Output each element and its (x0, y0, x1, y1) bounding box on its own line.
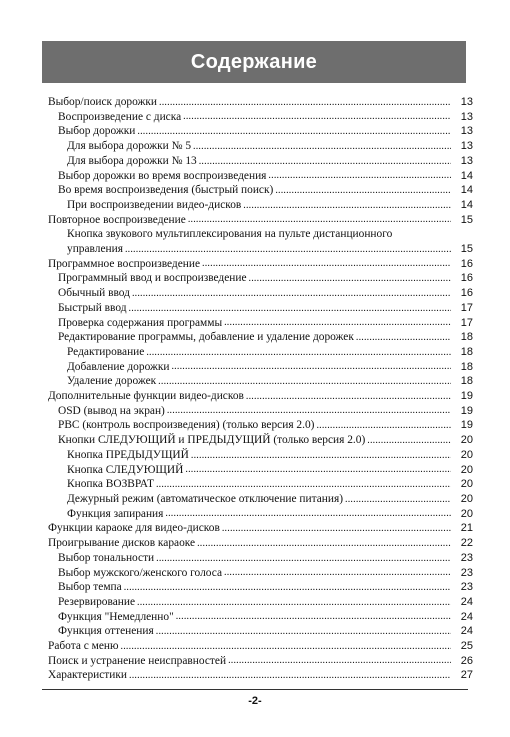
toc-entry-title: Для выбора дорожки № 13 (67, 154, 197, 167)
toc-entry-title: Выбор тональности (58, 551, 155, 564)
toc-entry (48, 418, 473, 433)
toc-entry-title: Удаление дорожек (67, 375, 157, 388)
toc-entry (48, 433, 473, 448)
toc-entry (48, 610, 473, 625)
toc-entry-title: Обычный ввод (58, 287, 130, 300)
toc-entry-page: 23 (460, 551, 473, 564)
toc-entry-title: Выбор мужского/женского голоса (58, 566, 223, 579)
toc-leader (185, 466, 451, 474)
toc-leader (243, 202, 451, 210)
toc-entry-title: Программный ввод и воспроизведение (58, 272, 247, 285)
toc-entry-title: При воспроизведении видео-дисков (67, 198, 242, 211)
toc-entry-page: 20 (460, 448, 473, 461)
toc-leader (316, 422, 451, 430)
toc-entry (48, 477, 473, 492)
toc-entry (48, 139, 473, 154)
toc-entry-continuation (48, 242, 473, 257)
toc-entry-title: Кнопка звукового мультиплексирования на пульте дистанционного (67, 228, 393, 241)
toc-entry-page: 13 (460, 96, 473, 108)
toc-entry-page: 13 (460, 140, 473, 153)
table-of-contents (48, 95, 473, 683)
toc-leader (249, 275, 451, 283)
toc-entry (48, 639, 473, 654)
toc-entry (48, 624, 473, 639)
toc-entry-page: 24 (460, 625, 473, 638)
toc-entry (48, 507, 473, 522)
toc-leader (183, 113, 451, 121)
toc-entry-title: Кнопка СЛЕДУЮЩИЙ (67, 463, 184, 476)
toc-entry-title: Резервирование (58, 595, 136, 608)
toc-entry (48, 183, 473, 198)
toc-leader (156, 555, 451, 563)
toc-entry-page: 14 (460, 184, 473, 197)
toc-entry-title: Во время воспроизведения (быстрый поиск) (58, 184, 274, 197)
toc-leader (159, 99, 451, 107)
toc-entry-title-continued: управления (67, 243, 123, 256)
toc-entry-title: Функция "Немедленно" (58, 610, 174, 623)
toc-entry-page: 19 (460, 390, 473, 403)
toc-entry-title: Дежурный режим (автоматическое отключение питания) (67, 492, 344, 505)
toc-entry (48, 668, 473, 683)
toc-entry-page: 24 (460, 610, 473, 623)
toc-leader (129, 672, 451, 680)
toc-leader (228, 657, 451, 665)
toc-entry-title: Выбор/поиск дорожки (48, 96, 158, 108)
toc-entry-title: Для выбора дорожки № 5 (67, 140, 192, 153)
toc-leader (275, 187, 451, 195)
toc-leader (165, 510, 451, 518)
toc-entry-page: 27 (460, 669, 473, 682)
toc-entry-page: 21 (460, 522, 473, 535)
toc-leader (193, 143, 451, 151)
toc-entry-page: 20 (460, 507, 473, 520)
toc-entry-page: 16 (460, 272, 473, 285)
toc-entry-page: 25 (460, 640, 473, 653)
toc-entry-title: Программное воспроизведение (48, 257, 201, 270)
toc-entry-title: Повторное воспроизведение (48, 213, 186, 226)
toc-entry-page: 19 (460, 404, 473, 417)
toc-leader (246, 393, 451, 401)
toc-entry (48, 227, 473, 256)
toc-entry (48, 301, 473, 316)
toc-entry-title: Воспроизведение с диска (58, 110, 182, 123)
toc-entry (48, 654, 473, 669)
toc-entry-title: Проверка содержания программы (58, 316, 223, 329)
toc-entry (48, 389, 473, 404)
toc-leader (199, 158, 451, 166)
toc-entry (48, 404, 473, 419)
toc-leader (158, 378, 451, 386)
toc-entry-page: 20 (460, 434, 473, 447)
toc-leader (156, 481, 451, 489)
toc-entry-page: 20 (460, 478, 473, 491)
toc-leader (124, 584, 451, 592)
toc-entry-page: 18 (460, 375, 473, 388)
toc-entry-page: 20 (460, 463, 473, 476)
toc-entry (48, 169, 473, 184)
toc-entry (48, 463, 473, 478)
page-title: Содержание (42, 41, 466, 83)
toc-entry (48, 521, 473, 536)
toc-leader (137, 599, 451, 607)
toc-entry (48, 536, 473, 551)
toc-leader (367, 437, 451, 445)
toc-leader (167, 407, 451, 415)
footer-divider (42, 689, 468, 690)
toc-entry (48, 110, 473, 125)
toc-leader (197, 540, 451, 548)
toc-leader (146, 349, 451, 357)
toc-leader (125, 246, 451, 254)
toc-leader (191, 452, 451, 460)
toc-leader (176, 613, 451, 621)
toc-entry-title: Характеристики (48, 669, 128, 682)
toc-entry (48, 95, 473, 110)
toc-entry-title: Редактирование программы, добавление и удаление дорожек (58, 331, 354, 344)
toc-entry-page: 13 (460, 110, 473, 123)
toc-leader (202, 260, 451, 268)
toc-leader (268, 172, 451, 180)
toc-entry-page: 15 (460, 213, 473, 226)
toc-entry (48, 330, 473, 345)
toc-entry (48, 271, 473, 286)
toc-leader (121, 643, 451, 651)
toc-entry-title: Выбор дорожки во время воспроизведения (58, 169, 267, 182)
toc-entry (48, 551, 473, 566)
toc-leader (222, 525, 451, 533)
toc-entry (48, 580, 473, 595)
toc-entry-title: Поиск и устранение неисправностей (48, 654, 227, 667)
toc-entry-title: Работа с меню (48, 640, 119, 653)
toc-entry (48, 198, 473, 213)
toc-entry-title: Кнопки СЛЕДУЮЩИЙ и ПРЕДЫДУЩИЙ (только версия 2.0) (58, 434, 366, 447)
toc-leader (224, 319, 451, 327)
toc-entry-page: 18 (460, 331, 473, 344)
toc-entry (48, 360, 473, 375)
toc-entry (48, 374, 473, 389)
toc-entry-title: Дополнительные функции видео-дисков (48, 390, 244, 403)
toc-entry-page: 24 (460, 595, 473, 608)
toc-entry-page: 18 (460, 360, 473, 373)
toc-entry (48, 316, 473, 331)
toc-entry-page: 14 (460, 198, 473, 211)
toc-entry-title: Функции караоке для видео-дисков (48, 522, 220, 535)
toc-entry-title: Кнопка ПРЕДЫДУЩИЙ (67, 448, 189, 461)
toc-entry (48, 154, 473, 169)
toc-entry-page: 23 (460, 566, 473, 579)
toc-entry (48, 595, 473, 610)
toc-entry-title: Кнопка ВОЗВРАТ (67, 478, 154, 491)
toc-entry-title: Выбор дорожки (58, 125, 136, 138)
toc-entry-page: 15 (460, 243, 473, 256)
toc-leader (345, 496, 451, 504)
toc-entry (48, 286, 473, 301)
toc-entry (48, 566, 473, 581)
toc-entry-page: 23 (460, 581, 473, 594)
toc-leader (129, 305, 452, 313)
page-number: -2- (248, 695, 262, 707)
toc-leader (171, 363, 451, 371)
toc-leader (156, 628, 451, 636)
toc-entry-page: 17 (460, 301, 473, 314)
toc-leader (188, 216, 451, 224)
toc-entry (48, 492, 473, 507)
toc-entry-page: 20 (460, 492, 473, 505)
toc-entry-page: 22 (460, 537, 473, 550)
toc-entry-title: Функция запирания (67, 507, 164, 520)
toc-entry-page: 19 (460, 419, 473, 432)
toc-entry-title: Выбор темпа (58, 581, 122, 594)
toc-entry (48, 257, 473, 272)
toc-leader (356, 334, 451, 342)
toc-entry-title: Быстрый ввод (58, 301, 127, 314)
toc-entry-page: 17 (460, 316, 473, 329)
toc-entry-page: 14 (460, 169, 473, 182)
toc-entry-title: PBC (контроль воспроизведения) (только версия 2.0) (58, 419, 315, 432)
toc-leader (224, 569, 451, 577)
toc-entry-title: Редактирование (67, 345, 145, 358)
toc-entry-title: Функция оттенения (58, 625, 154, 638)
toc-entry-page: 13 (460, 154, 473, 167)
toc-entry (48, 448, 473, 463)
toc-entry-page: 18 (460, 345, 473, 358)
toc-entry (48, 124, 473, 139)
toc-leader (132, 290, 451, 298)
toc-entry (48, 345, 473, 360)
toc-leader (137, 128, 451, 136)
toc-entry-page: 16 (460, 287, 473, 300)
toc-entry-title: OSD (вывод на экран) (58, 404, 165, 417)
toc-entry-page: 16 (460, 257, 473, 270)
toc-entry-page: 26 (460, 654, 473, 667)
toc-entry (48, 213, 473, 228)
toc-entry-title: Добавление дорожки (67, 360, 170, 373)
toc-entry-title: Проигрывание дисков караоке (48, 537, 196, 550)
toc-entry-page: 13 (460, 125, 473, 138)
